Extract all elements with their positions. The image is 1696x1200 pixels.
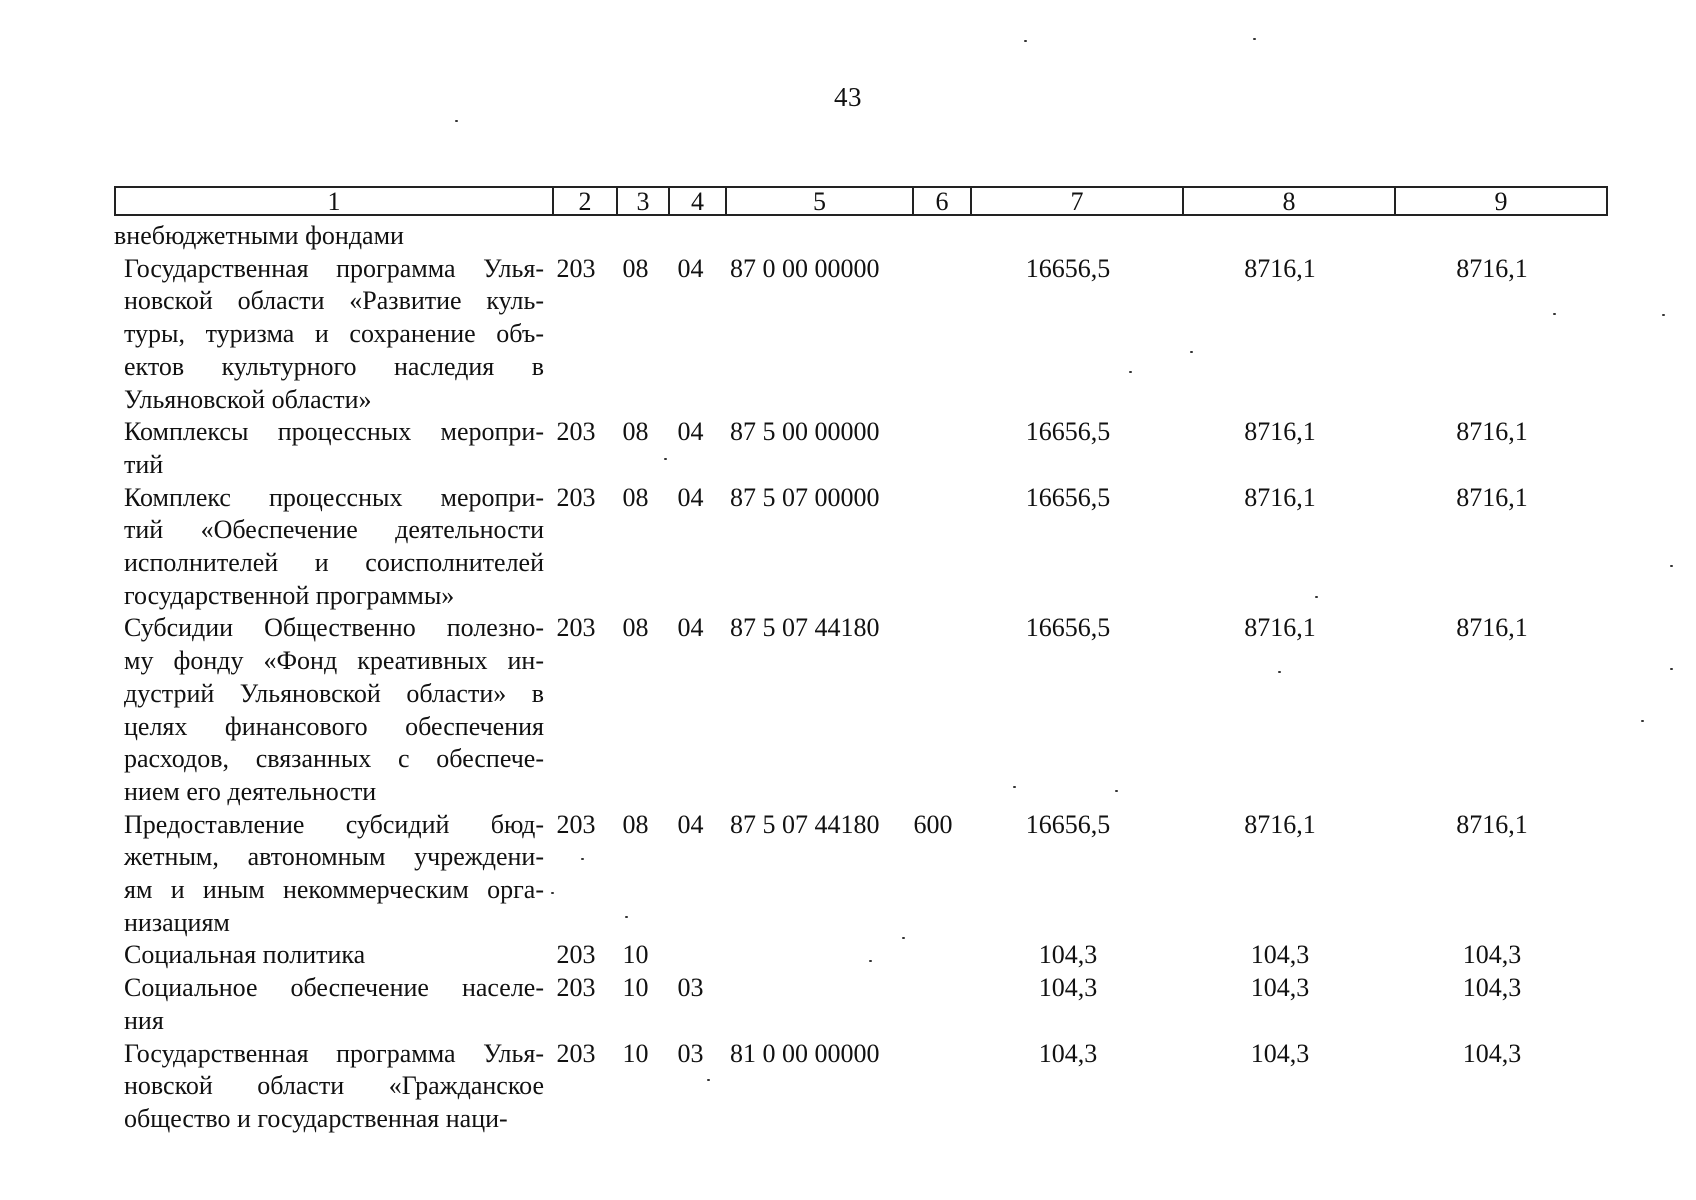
admin-code: 203 <box>556 940 596 970</box>
scan-speck <box>455 120 458 122</box>
scan-speck <box>551 892 554 894</box>
header-col-4: 4 <box>668 188 725 214</box>
amount-col-9: 8716,1 <box>1456 809 1528 839</box>
amount-col-7: 16656,5 <box>1025 613 1111 643</box>
description-line: Государственная программа Улья- <box>124 253 544 283</box>
description-line: новской области «Гражданское <box>124 1071 544 1101</box>
target-article-code: 87 5 00 00000 <box>730 417 880 447</box>
scan-speck <box>1662 314 1665 316</box>
target-article-code: 87 5 07 44180 <box>730 613 880 643</box>
subsection-code <box>663 939 718 972</box>
expense-type-code <box>904 416 962 481</box>
admin-code: 203 <box>556 1038 596 1068</box>
target-article-code <box>718 972 904 1037</box>
expense-type-code: 600 <box>913 809 953 839</box>
admin-code: 203 <box>556 973 596 1003</box>
description-line: му фонду «Фонд креативных ин- <box>124 646 544 676</box>
description-line: жетным, автономным учреждени- <box>124 842 544 872</box>
section-code: 08 <box>622 253 649 283</box>
section-code: 08 <box>622 809 649 839</box>
amount-col-9: 8716,1 <box>1456 417 1528 447</box>
description-line: туры, туризма и сохранение объ- <box>124 319 544 349</box>
target-article-code <box>718 939 904 972</box>
amount-col-8: 8716,1 <box>1244 417 1316 447</box>
description-line: Субсидии Общественно полезно- <box>124 613 544 643</box>
scan-speck <box>664 458 667 460</box>
amount-col-7: 16656,5 <box>1025 253 1111 283</box>
amount-col-7: 104,3 <box>1038 973 1098 1003</box>
scan-speck <box>581 858 584 860</box>
expense-type-code <box>904 220 962 253</box>
target-article-code: 87 5 07 00000 <box>730 482 880 512</box>
scan-speck <box>1670 668 1673 670</box>
amount-col-8: 104,3 <box>1250 1038 1310 1068</box>
scan-speck <box>1670 565 1673 567</box>
amount-col-7: 104,3 <box>1038 940 1098 970</box>
target-article-code: 87 5 07 44180 <box>730 809 880 839</box>
section-code: 10 <box>622 940 649 970</box>
description-line: расходов, связанных с обеспече- <box>124 744 544 774</box>
row-description <box>114 1038 544 1136</box>
scan-speck <box>869 960 872 962</box>
table-row <box>114 253 1608 417</box>
amount-col-9: 104,3 <box>1462 973 1522 1003</box>
table-row <box>114 939 1608 972</box>
subsection-code: 04 <box>677 253 704 283</box>
expense-type-code <box>904 972 962 1037</box>
amount-col-8: 104,3 <box>1250 940 1310 970</box>
target-article-code: 81 0 00 00000 <box>730 1038 880 1068</box>
header-col-2: 2 <box>552 188 616 214</box>
scan-speck <box>1024 40 1027 42</box>
header-col-9: 9 <box>1394 188 1606 214</box>
table-row <box>114 972 1608 1037</box>
scan-speck <box>1129 371 1132 373</box>
target-article-code: 87 0 00 00000 <box>730 253 880 283</box>
description-line: внебюджетными фондами <box>114 221 404 250</box>
admin-code: 203 <box>556 417 596 447</box>
row-description <box>114 972 544 1037</box>
header-col-7: 7 <box>970 188 1182 214</box>
scan-speck <box>1278 671 1281 673</box>
admin-code <box>544 220 608 253</box>
target-article-code <box>718 220 904 253</box>
row-description <box>114 939 544 972</box>
scan-speck <box>1013 786 1016 788</box>
table-row <box>114 809 1608 940</box>
table-row <box>114 220 1608 253</box>
header-col-8: 8 <box>1182 188 1394 214</box>
description-line: Комплекс процессных меропри- <box>124 482 544 512</box>
subsection-code <box>663 220 718 253</box>
expense-type-code <box>904 939 962 972</box>
amount-col-7: 16656,5 <box>1025 809 1111 839</box>
section-code: 08 <box>622 417 649 447</box>
amount-col-9: 8716,1 <box>1456 253 1528 283</box>
description-line: ектов культурного наследия в <box>124 351 544 381</box>
admin-code: 203 <box>556 809 596 839</box>
description-line: Комплексы процессных меропри- <box>124 417 544 447</box>
amount-col-9 <box>1386 220 1598 253</box>
table-header <box>114 186 1608 216</box>
amount-col-8: 8716,1 <box>1244 809 1316 839</box>
row-description <box>114 253 544 417</box>
expense-type-code <box>904 482 962 613</box>
admin-code: 203 <box>556 613 596 643</box>
section-code: 08 <box>622 613 649 643</box>
expense-type-code <box>904 612 962 808</box>
description-line: Социальная политика <box>124 940 366 970</box>
table-row <box>114 612 1608 808</box>
admin-code: 203 <box>556 482 596 512</box>
scan-speck <box>1115 790 1118 792</box>
header-col-1: 1 <box>327 187 341 216</box>
subsection-code: 03 <box>677 973 704 1003</box>
description-line: государственной программы» <box>124 580 455 610</box>
amount-col-7: 16656,5 <box>1025 417 1111 447</box>
header-col-6: 6 <box>912 188 970 214</box>
subsection-code: 04 <box>677 417 704 447</box>
scan-speck <box>1553 313 1556 315</box>
description-line: Социальное обеспечение населе- <box>124 973 544 1003</box>
description-line: целях финансового обеспечения <box>124 711 544 741</box>
amount-col-8: 8716,1 <box>1244 253 1316 283</box>
table-row <box>114 1038 1608 1136</box>
description-line: Государственная программа Улья- <box>124 1038 544 1068</box>
section-code <box>608 220 663 253</box>
amount-col-9: 8716,1 <box>1456 482 1528 512</box>
subsection-code: 04 <box>677 482 704 512</box>
table-row <box>114 482 1608 613</box>
amount-col-9: 104,3 <box>1462 940 1522 970</box>
amount-col-8: 8716,1 <box>1244 482 1316 512</box>
table-row <box>114 416 1608 481</box>
scan-speck <box>1315 596 1318 598</box>
description-line: Ульяновской области» <box>124 384 372 414</box>
scan-speck <box>1641 720 1644 722</box>
description-line: ям и иным некоммерческим орга- <box>124 875 544 905</box>
subsection-code: 04 <box>677 809 704 839</box>
amount-col-7: 104,3 <box>1038 1038 1098 1068</box>
subsection-code: 03 <box>677 1038 704 1068</box>
scan-speck <box>1253 38 1256 40</box>
description-line: новской области «Развитие куль- <box>124 286 544 316</box>
amount-col-8 <box>1174 220 1386 253</box>
amount-col-8: 104,3 <box>1250 973 1310 1003</box>
header-col-3: 3 <box>616 188 668 214</box>
admin-code: 203 <box>556 253 596 283</box>
scan-speck <box>707 1079 710 1081</box>
page-number: 43 <box>834 82 862 112</box>
header-col-5: 5 <box>725 188 912 214</box>
description-line: общество и государственная наци- <box>124 1103 508 1133</box>
row-description <box>114 416 544 481</box>
row-description <box>114 612 544 808</box>
description-line: тий <box>124 449 164 479</box>
section-code: 08 <box>622 482 649 512</box>
row-description <box>114 809 544 940</box>
section-code: 10 <box>622 1038 649 1068</box>
amount-col-7: 16656,5 <box>1025 482 1111 512</box>
description-line: дустрий Ульяновской области» в <box>124 678 544 708</box>
expense-type-code <box>904 1038 962 1136</box>
row-description <box>114 482 544 613</box>
section-code: 10 <box>622 973 649 1003</box>
amount-col-7 <box>962 220 1174 253</box>
scan-speck <box>902 937 905 939</box>
description-line: тий «Обеспечение деятельности <box>124 515 544 545</box>
amount-col-9: 104,3 <box>1462 1038 1522 1068</box>
description-line: низациям <box>124 907 230 937</box>
description-line: исполнителей и соисполнителей <box>124 548 544 578</box>
subsection-code: 04 <box>677 613 704 643</box>
description-line: нием его деятельности <box>124 776 377 806</box>
table-body <box>114 220 1608 1136</box>
row-description <box>114 220 544 253</box>
amount-col-8: 8716,1 <box>1244 613 1316 643</box>
amount-col-9: 8716,1 <box>1456 613 1528 643</box>
scan-speck <box>625 916 628 918</box>
description-line: Предоставление субсидий бюд- <box>124 809 544 839</box>
expense-type-code <box>904 253 962 417</box>
description-line: ния <box>124 1005 164 1035</box>
scan-speck <box>1190 351 1193 353</box>
